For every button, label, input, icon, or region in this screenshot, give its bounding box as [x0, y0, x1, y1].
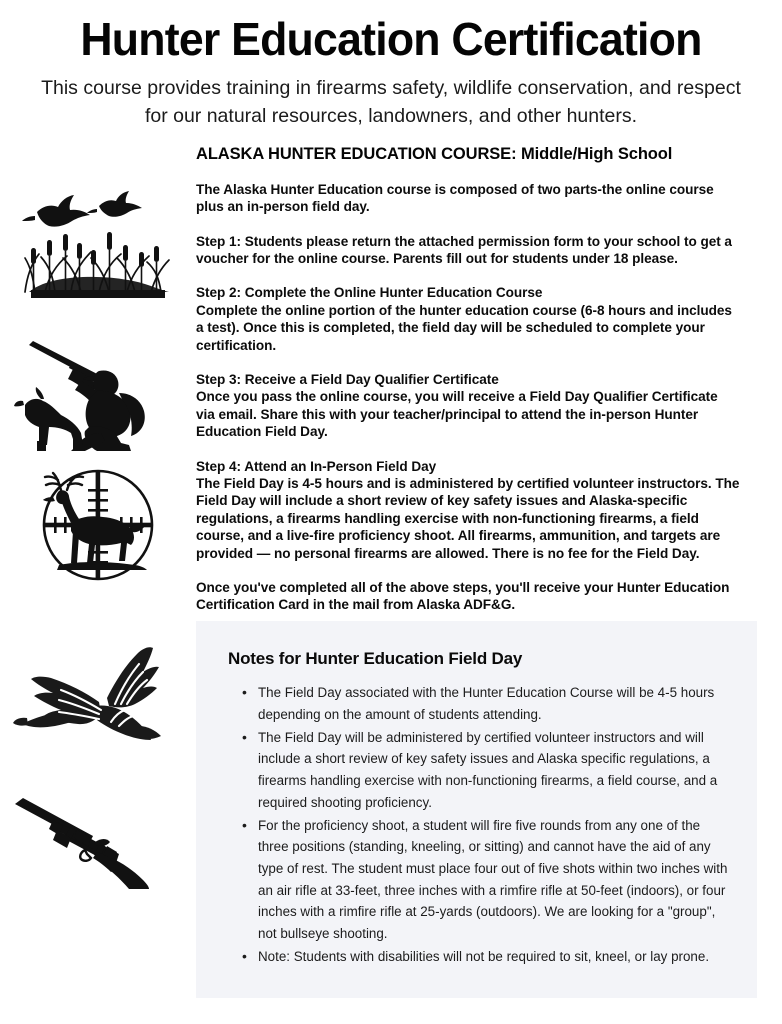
- notes-box: [196, 621, 757, 998]
- content-column: [196, 144, 762, 613]
- step-2-heading: Step 2: Complete the Online Hunter Education Course: [196, 285, 543, 301]
- list-item: • The Field Day associated with the Hunter Education Course will be 4-5 hours depending on the amount of students attending.: [256, 682, 731, 725]
- step-3-body: Once you pass the online course, you will receive a Field Day Qualifier Certificate via email. Share this with your teacher/principal to attend the in-person Hunter Education Field Day.: [196, 389, 718, 440]
- step-4-block: [196, 458, 740, 562]
- notes-title: Notes for Hunter Education Field Day: [228, 649, 523, 669]
- step-4-body: The Field Day is 4-5 hours and is administered by certified volunteer instructors. The Field Day will include a short review of key safety issues and Alaska-specific regulations, a firearms handling exercise with non-functioning firearms, a field course, and a live-fire proficiency shoot. All firearms, ammunition, and targets are provided — no personal firearms are allowed. There is no fee for the Field Day.: [196, 475, 740, 561]
- intro-text: The Alaska Hunter Education course is composed of two parts-the online course plus an in-person field day.: [196, 181, 714, 215]
- ducks-flying-over-marsh-illustration: [11, 180, 186, 305]
- list-item: • The Field Day will be administered by certified volunteer instructors and will include a short review of key safety issues and Alaska specific regulations, a firearms handling exercise with non-functioning firearms, a field course, and a required shooting proficiency.: [256, 727, 731, 814]
- illustration-column: [0, 144, 196, 892]
- step-3-block: [196, 371, 740, 441]
- list-item: • Note: Students with disabilities will not be required to sit, kneel, or lay prone.: [256, 946, 731, 968]
- closing-paragraph: [196, 579, 740, 614]
- deer-in-rifle-scope-illustration: [11, 465, 186, 585]
- list-item: • For the proficiency shoot, a student will fire five rounds from any one of the three positions (standing, kneeling, or sitting) and cannot have the aid of any type of rest. The student must place four out of five shots within two inches with an air rifle at 33-feet, three inches with a rimfire rifle at 50-feet (indoors), or four inches with a rimfire rifle at 25-yards (outdoors). We are looking for a "group", not bullseye shooting.: [256, 815, 731, 945]
- step-4-heading: Step 4: Attend an In-Person Field Day: [196, 458, 437, 474]
- step-2-body: Complete the online portion of the hunter education course (6-8 hours and includes a test). Once this is completed, the field day will be scheduled to complete your certification.: [196, 302, 732, 353]
- step-2-block: [196, 284, 740, 354]
- page-title: Hunter Education Certification: [80, 13, 702, 65]
- course-heading: ALASKA HUNTER EDUCATION COURSE: Middle/High School: [196, 145, 673, 164]
- step-1-body: Step 1: Students please return the attached permission form to your school to get a voucher for the online course. Parents fill out for students under 18 please.: [196, 233, 732, 267]
- page-subtitle: This course provides training in firearms safety, wildlife conservation, and respect for our natural resources, landowners, and other hunters.: [41, 76, 741, 127]
- flying-goose-illustration: [11, 640, 186, 758]
- scoped-bolt-action-rifle-illustration: [11, 792, 186, 892]
- notes-list: [222, 682, 731, 967]
- step-3-heading: Step 3: Receive a Field Day Qualifier Certificate: [196, 372, 499, 388]
- step-1-block: [196, 233, 740, 268]
- page-header: [0, 0, 782, 130]
- kneeling-hunter-with-dog-illustration: [11, 333, 186, 451]
- document-body: [0, 144, 782, 964]
- closing-text: Once you've completed all of the above steps, you'll receive your Hunter Education Certification Card in the mail from Alaska ADF&G.: [196, 579, 730, 613]
- intro-paragraph: [196, 181, 740, 216]
